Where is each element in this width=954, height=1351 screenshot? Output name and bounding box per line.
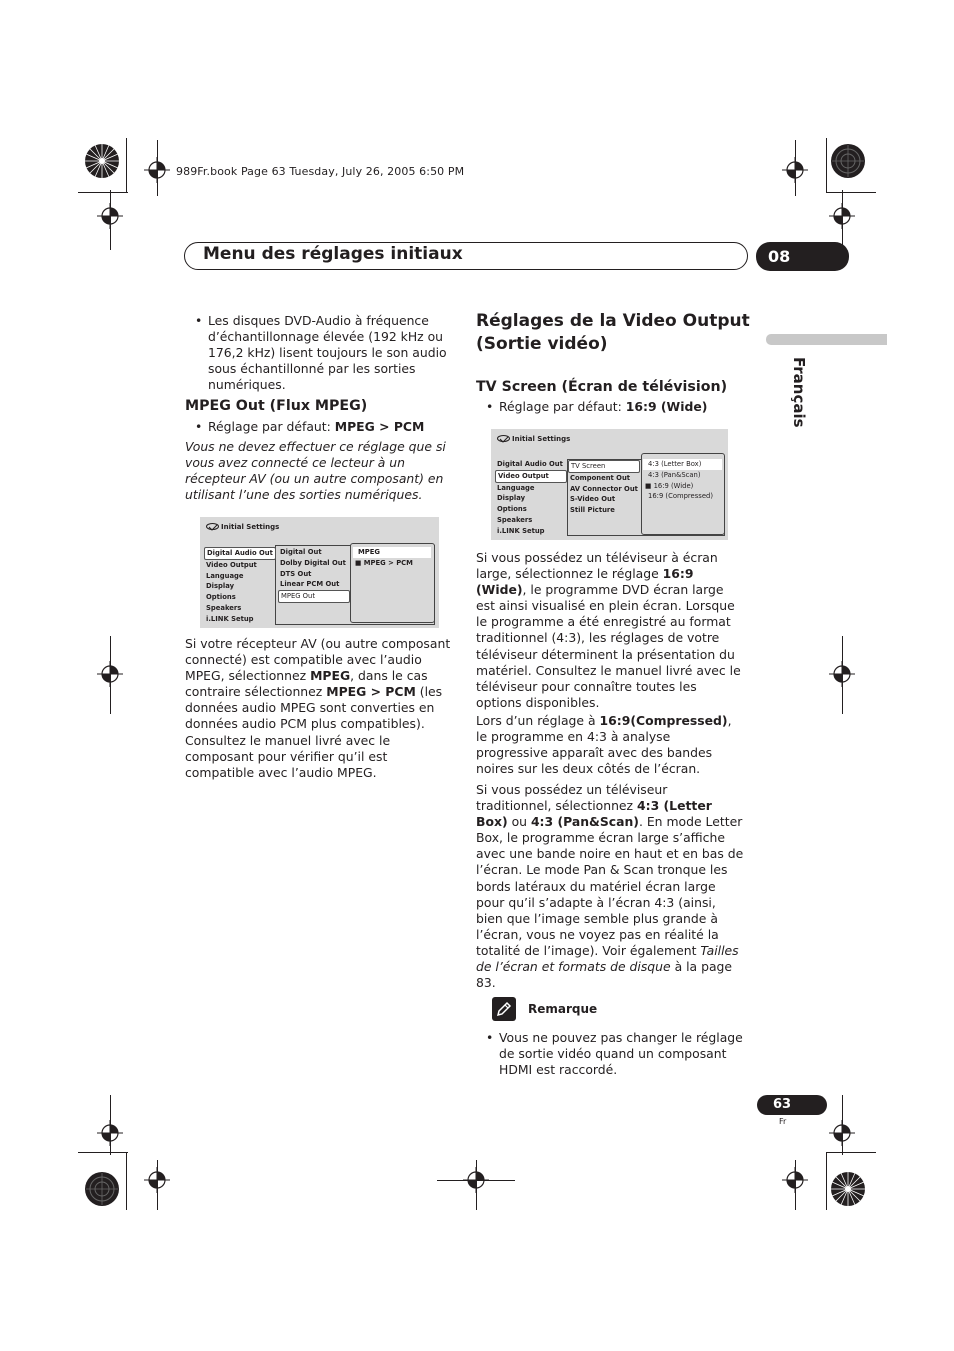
crosshair-icon — [782, 1167, 808, 1193]
registration-star-icon — [84, 143, 120, 179]
compressed-paragraph: Lors d’un réglage à 16:9(Compressed), le programme en 4:3 à analyse progressive apparaît avec des bandes noires sur les deux côtés de l’écran. — [476, 713, 732, 777]
menu-item: 4:3 (Pan&Scan) — [648, 470, 701, 479]
menu-item: Options — [497, 505, 527, 514]
note-pencil-icon — [492, 997, 516, 1021]
language-tab — [766, 334, 887, 345]
menu-item-selected: ■ MPEG > PCM — [355, 558, 413, 567]
page-number: 63 — [757, 1095, 827, 1115]
menu-item: Language — [497, 483, 535, 492]
menu-item: Language — [206, 571, 244, 580]
crosshair-icon — [829, 203, 855, 229]
mpeg-heading: MPEG Out (Flux MPEG) — [185, 398, 368, 414]
menu-item: Video Output — [495, 470, 567, 483]
note-title: Remarque — [528, 1002, 598, 1016]
crosshair-icon — [829, 661, 855, 687]
menu-item: Display — [497, 494, 526, 503]
menu-item: Digital Audio Out — [204, 547, 276, 560]
menu-item: i.LINK Setup — [206, 614, 254, 623]
menu-item-selected: ■ 16:9 (Wide) — [645, 481, 694, 490]
language-label: Français — [790, 357, 808, 428]
mpeg-default — [208, 419, 453, 435]
bullet-icon: • — [195, 419, 203, 434]
menu-item: i.LINK Setup — [497, 526, 545, 535]
crosshair-icon — [144, 157, 170, 183]
menu-item: AV Connector Out — [570, 484, 638, 493]
menu-item: Digital Out — [280, 548, 322, 556]
menu-item: DTS Out — [280, 569, 312, 578]
default-value: MPEG > PCM — [334, 419, 425, 434]
menu-col-options — [353, 547, 431, 569]
menu-header: Initial Settings — [512, 435, 571, 443]
menu-item: S-Video Out — [570, 495, 616, 504]
menu-item: Speakers — [206, 603, 242, 612]
mpeg-italic-note: Vous ne devez effectuer ce réglage que si vous avez connecté ce lecteur à un récepteur AV (ou un autre composant) en utilisant l’une des sorties numériques. — [185, 439, 446, 503]
menu-item: Video Output — [206, 560, 257, 569]
chapter-title: Menu des réglages initiaux — [203, 244, 463, 264]
menu-col-main — [204, 547, 276, 625]
crosshair-icon — [97, 203, 123, 229]
bullet-icon: • — [195, 313, 203, 328]
crosshair-icon — [144, 1167, 170, 1193]
widescreen-paragraph: Si vous possédez un téléviseur à écran large, sélectionnez le réglage 16:9 (Wide), le programme DVD écran large est ainsi visualisé en plein écran. Lorsque le programme a été enregistré au format traditionnel (4:3), les réglages de votre téléviseur déterminent la présentation du matériel. Consultez le manuel livré avec le téléviseur pour connaître toutes les options disponibles. — [476, 550, 741, 710]
menu-col-options — [643, 459, 722, 502]
menu-col-sub — [278, 547, 350, 603]
menu-item: 16:9 (Compressed) — [648, 492, 713, 501]
menu-item: Display — [206, 582, 235, 591]
crosshair-icon — [463, 1167, 489, 1193]
menu-col-main — [495, 459, 567, 537]
crosshair-icon — [829, 1120, 855, 1146]
registration-star-icon — [830, 1171, 866, 1207]
chapter-number: 08 — [756, 242, 849, 271]
registration-star-icon — [830, 143, 866, 179]
traditional-tv-paragraph: Si vous possédez un téléviseur traditionnel, sélectionnez 4:3 (Letter Box) ou 4:3 (Pan&Scan). En mode Letter Box, le programme écran large s’affiche avec une bande noire en haut et en bas de l’écran. Le mode Pan & Scan tronque les bords latéraux du matériel écran large pour qu’il s’adapte à l’écran 4:3 (ainsi, bien que l’image semble plus grande à l’écran, vous ne voyez pas en réalité la totalité de l’image). Voir également Tailles de l’écran et formats de disque à la page 83. — [476, 782, 744, 991]
bullet-icon: • — [486, 1030, 494, 1045]
note-text: Vous ne pouvez pas changer le réglage de sortie vidéo quand un composant HDMI est raccordé. — [499, 1030, 743, 1078]
menu-col-sub — [568, 460, 640, 516]
crosshair-icon — [97, 661, 123, 687]
tv-default: Réglage par défaut: 16:9 (Wide) — [499, 399, 708, 414]
default-prefix: Réglage par défaut: — [208, 419, 335, 434]
tv-screen-heading: TV Screen (Écran de télévision) — [476, 379, 728, 395]
crosshair-icon — [97, 1120, 123, 1146]
selected-marker-icon: ■ — [355, 558, 364, 567]
print-header: 989Fr.book Page 63 Tuesday, July 26, 2005 6:50 PM — [176, 165, 465, 178]
menu-item: Component Out — [570, 473, 631, 482]
mpeg-menu-screenshot — [200, 517, 439, 628]
menu-header: Initial Settings — [221, 523, 280, 531]
crosshair-icon — [782, 157, 808, 183]
settings-disc-icon — [497, 434, 510, 443]
menu-item: Linear PCM Out — [280, 580, 340, 589]
menu-item: TV Screen — [568, 460, 640, 473]
menu-item: Speakers — [497, 515, 533, 524]
registration-star-icon — [84, 1171, 120, 1207]
menu-item: 4:3 (Letter Box) — [643, 459, 722, 470]
menu-item: MPEG Out — [278, 590, 350, 603]
menu-item: Digital Audio Out — [497, 460, 563, 468]
section-title: Réglages de la Video Output (Sortie vidéo) — [476, 311, 750, 354]
menu-item: Options — [206, 593, 236, 602]
menu-item: MPEG — [353, 547, 431, 558]
mpeg-paragraph: Si votre récepteur AV (ou autre composant connecté) est compatible avec l’audio MPEG, sélectionnez MPEG, dans le cas contraire sélectionnez MPEG > PCM (les données audio MPEG sont converties en données audio PCM plus compatibles). Consultez le manuel livré avec le composant pour vérifier qu’il est compatible avec l’audio MPEG. — [185, 636, 451, 780]
video-menu-screenshot — [491, 429, 728, 540]
settings-disc-icon — [206, 522, 219, 531]
menu-item: Dolby Digital Out — [280, 558, 346, 567]
page-language-code: Fr — [779, 1117, 787, 1126]
selected-marker-icon: ■ — [645, 481, 654, 490]
bullet-icon: • — [486, 399, 494, 414]
intro-bullet-text: Les disques DVD-Audio à fréquence d’échantillonnage élevée (192 kHz ou 176,2 kHz) lisent toujours le son audio sous échantillonné par les sorties numériques. — [208, 313, 447, 393]
menu-item: Still Picture — [570, 506, 615, 515]
